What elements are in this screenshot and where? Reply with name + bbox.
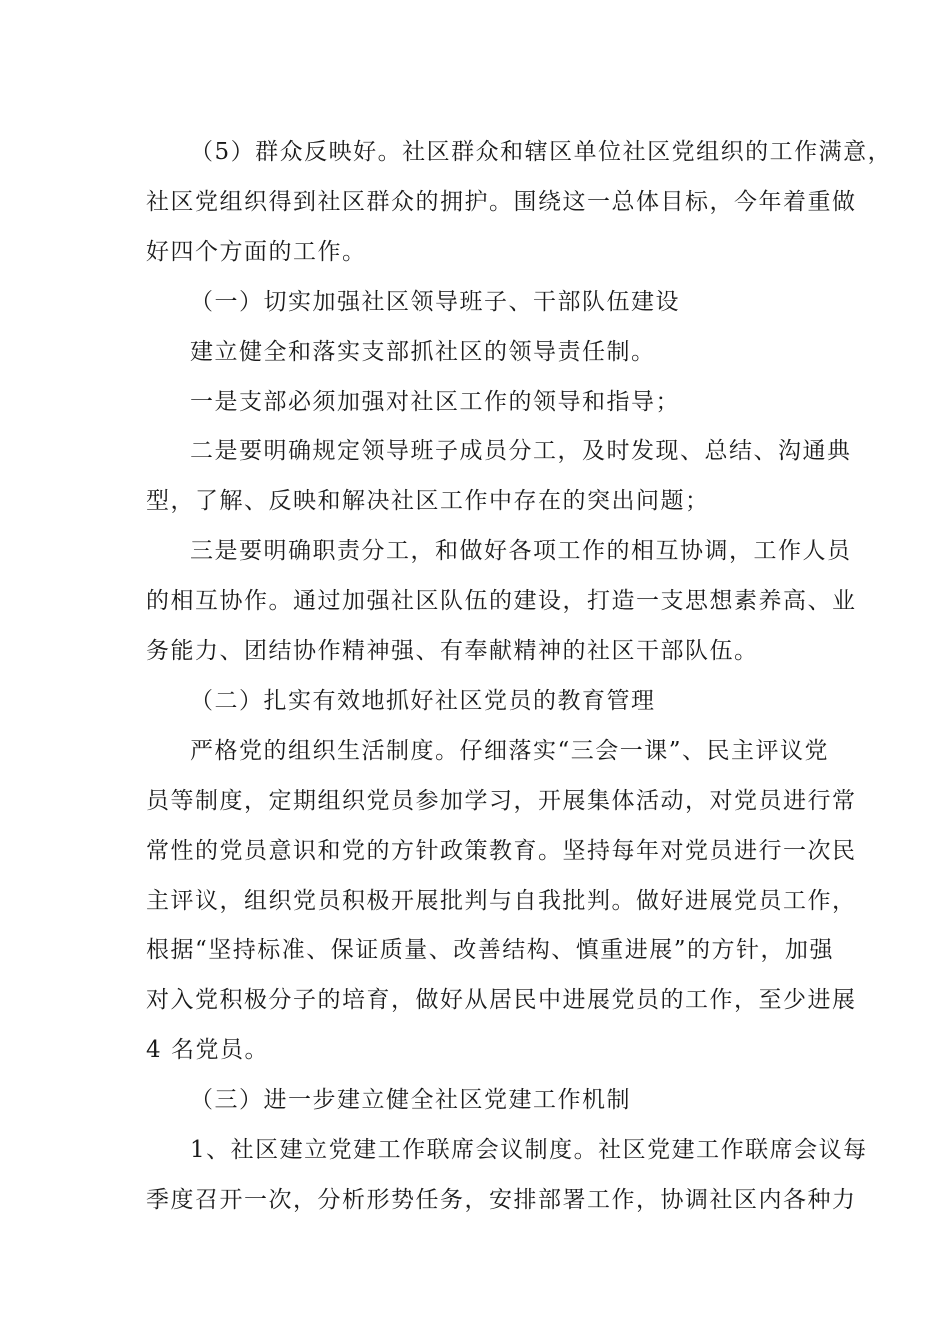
text-line: 一是支部必须加强对社区工作的领导和指导； xyxy=(190,389,680,415)
text-line: 4 名党员。 xyxy=(146,1037,269,1063)
text-line: 主评议，组织党员积极开展批判与自我批判。做好进展党员工作， xyxy=(146,888,857,914)
text-line: 常性的党员意识和党的方针政策教育。坚持每年对党员进行一次民 xyxy=(146,838,857,864)
text-line: 建立健全和落实支部抓社区的领导责任制。 xyxy=(190,339,656,365)
text-line: 对入党积极分子的培育，做好从居民中进展党员的工作，至少进展 xyxy=(146,987,857,1013)
text-line: 务能力、团结协作精神强、有奉献精神的社区干部队伍。 xyxy=(146,638,759,664)
text-line: 员等制度，定期组织党员参加学习，开展集体活动，对党员进行常 xyxy=(146,788,857,814)
text-line: 型，了解、反映和解决社区工作中存在的突出问题； xyxy=(146,488,710,514)
text-line: 的相互协作。通过加强社区队伍的建设，打造一支思想素养高、业 xyxy=(146,588,857,614)
text-line: 严格党的组织生活制度。仔细落实“三会一课”、民主评议党 xyxy=(190,738,830,764)
text-line: 社区党组织得到社区群众的拥护。围绕这一总体目标，今年着重做 xyxy=(146,189,857,215)
text-line: 季度召开一次，分析形势任务，安排部署工作，协调社区内各种力 xyxy=(146,1187,857,1213)
text-line: 三是要明确职责分工，和做好各项工作的相互协调，工作人员 xyxy=(190,538,852,564)
section-heading: （三）进一步建立健全社区党建工作机制 xyxy=(190,1087,631,1113)
text-line: 根据“坚持标准、保证质量、改善结构、慎重进展”的方针，加强 xyxy=(146,937,835,963)
text-line: （5）群众反映好。社区群众和辖区单位社区党组织的工作满意， xyxy=(190,139,893,165)
text-line: 好四个方面的工作。 xyxy=(146,239,367,265)
text-line: 1、社区建立党建工作联席会议制度。社区党建工作联席会议每 xyxy=(190,1137,868,1163)
section-heading: （一）切实加强社区领导班子、干部队伍建设 xyxy=(190,289,680,315)
text-line: 二是要明确规定领导班子成员分工，及时发现、总结、沟通典 xyxy=(190,438,852,464)
section-heading: （二）扎实有效地抓好社区党员的教育管理 xyxy=(190,688,656,714)
